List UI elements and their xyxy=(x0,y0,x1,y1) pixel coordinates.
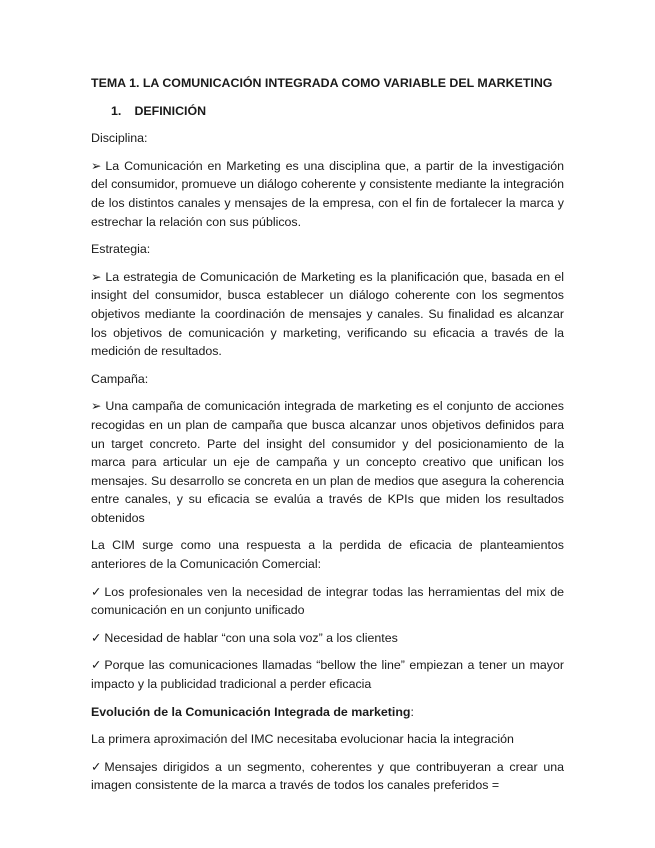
campana-label: Campaña: xyxy=(91,371,149,386)
evolucion-heading-colon: : xyxy=(410,704,414,719)
cim-item xyxy=(91,629,564,648)
campana-paragraph xyxy=(91,397,564,527)
estrategia-paragraph xyxy=(91,268,564,361)
check-icon: ✓ xyxy=(91,584,102,599)
cim-intro-paragraph: La CIM surge como una respuesta a la perdida de eficacia de planteamientos anteriores de la Comunicación Comercial: xyxy=(91,538,564,572)
cim-item-text: Los profesionales ven la necesidad de integrar todas las herramientas del mix de comunicación en un conjunto unificado xyxy=(91,584,564,618)
arrow-bullet-icon: ➢ xyxy=(91,269,102,284)
page-title: TEMA 1. LA COMUNICACIÓN INTEGRADA COMO VARIABLE DEL MARKETING xyxy=(91,76,553,90)
cim-item-text: Porque las comunicaciones llamadas “bellow the line” empiezan a tener un mayor impacto y la publicidad tradicional a perder eficacia xyxy=(91,658,564,692)
evolucion-heading-text: Evolución de la Comunicación Integrada de marketing xyxy=(91,704,411,719)
cim-item xyxy=(91,583,564,620)
check-icon: ✓ xyxy=(91,658,102,673)
evolucion-item xyxy=(91,758,564,795)
estrategia-text: La estrategia de Comunicación de Marketing es la planificación que, basada en el insight del consumidor, busca establecer un diálogo coherente con los segmentos objetivos mediante la coordinación de mensajes y canales. Su finalidad es alcanzar los objetivos de comunicación y marketing, verificando su eficacia a través de la medición de resultados. xyxy=(91,269,564,359)
campana-text: Una campaña de comunicación integrada de marketing es el conjunto de acciones recogidas en un plan de campaña que busca alcanzar unos objetivos definidos para un target concreto. Parte del insight del consumidor y del posicionamiento de la marca para articular un eje de campaña y un concepto creativo que unifican los mensajes. Su desarrollo se concreta en un plan de medios que asegura la coherencia entre canales, y su eficacia se evalúa a través de KPIs que miden los resultados obtenidos xyxy=(91,399,564,525)
disciplina-text: La Comunicación en Marketing es una disciplina que, a partir de la investigación del consumidor, promueve un diálogo coherente y consistente mediante la integración de los distintos canales y mensajes de la empresa, con el fin de fortalecer la marca y estrechar la relación con sus públicos. xyxy=(91,158,564,229)
cim-item-text: Necesidad de hablar “con una sola voz” a los clientes xyxy=(104,630,398,645)
disciplina-paragraph xyxy=(91,157,564,231)
arrow-bullet-icon: ➢ xyxy=(91,158,102,173)
estrategia-label: Estrategia: xyxy=(91,242,151,257)
section-number: 1. xyxy=(111,103,122,118)
evolucion-intro: La primera aproximación del IMC necesitaba evolucionar hacia la integración xyxy=(91,732,514,747)
section-label: DEFINICIÓN xyxy=(134,103,207,118)
evolucion-item-text: Mensajes dirigidos a un segmento, coherentes y que contribuyeran a crear una imagen consistente de la marca a través de todos los canales preferidos = xyxy=(91,759,564,793)
arrow-bullet-icon: ➢ xyxy=(91,399,102,414)
section-heading xyxy=(111,102,564,121)
cim-item xyxy=(91,656,564,693)
check-icon: ✓ xyxy=(91,630,102,645)
disciplina-label: Disciplina: xyxy=(91,131,148,146)
check-icon: ✓ xyxy=(91,759,102,774)
evolucion-heading xyxy=(91,703,564,722)
document-page xyxy=(91,74,564,804)
